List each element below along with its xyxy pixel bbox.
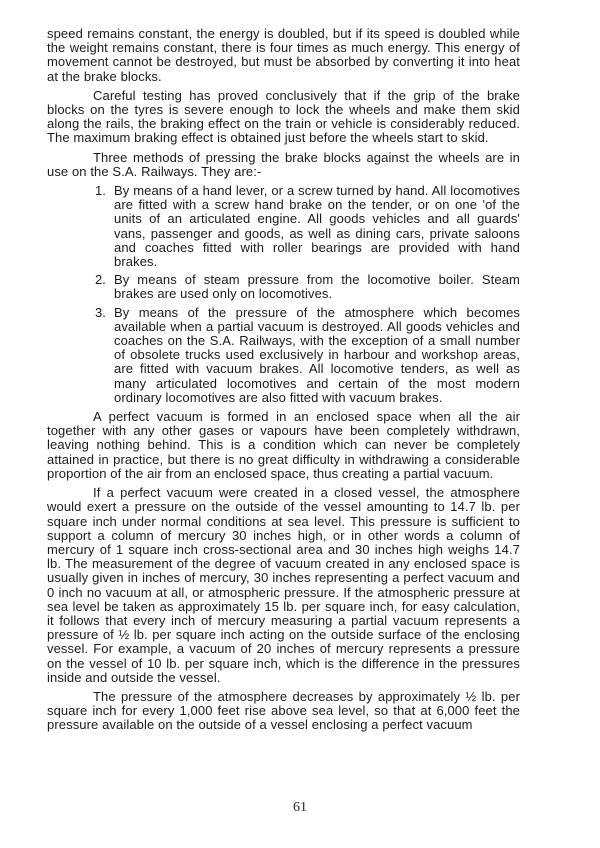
list-item-number: 1. (95, 183, 106, 199)
list-item (95, 306, 520, 405)
paragraph: If a perfect vacuum were created in a closed vessel, the atmosphere would exert a pressure on the outside of the vessel amounting to 14.7 lb. per square inch under normal conditions at sea level. This pressure is sufficient to support a column of mercury 30 inches high, or in other words a column of mercury of 1 square inch cross-sectional area and 30 inches high weighs 14.7 lb. The measurement of the degree of vacuum created in any enclosed space is usually given in inches of mercury, 30 inches representing a perfect vacuum and 0 inch no vacuum at all, or atmospheric pressure. If the atmospheric pressure at sea level be taken as approximately 15 lb. per square inch, for easy calculation, it follows that every inch of mercury measuring a partial vacuum represents a pressure of ½ lb. per square inch acting on the outside surface of the enclosing vessel. For example, a vacuum of 20 inches of mercury represents a pressure on the vessel of 10 lb. per square inch, which is the difference in the pressures inside and outside the vessel. (47, 485, 520, 685)
page-number: 61 (293, 800, 307, 815)
paragraph: Careful testing has proved conclusively that if the grip of the brake blocks on the tyres is severe enough to lock the wheels and make them skid along the rails, the braking effect on the train or vehicle is considerably reduced. The maximum braking effect is obtained just before the wheels start to skid. (47, 87, 520, 146)
list-item (95, 184, 520, 269)
list-item-number: 3. (95, 304, 106, 320)
list-item-number: 2. (95, 272, 106, 288)
list-item-text: By means of the pressure of the atmosphere which becomes available when a partial vacuum is destroyed. All goods vehicles and coaches on the S.A. Railways, with the exception of a small number of obsolete trucks used exclusively in harbour and workshop areas, are fitted with vacuum brakes. All locomotive tenders, as well as many articulated locomotives and certain of the most modern ordinary locomotives are also fitted with vacuum brakes. (114, 304, 520, 405)
list-item-text: By means of steam pressure from the locomotive boiler. Steam brakes are used only on locomotives. (114, 272, 520, 302)
list-item (95, 273, 520, 301)
paragraph: Three methods of pressing the brake blocks against the wheels are in use on the S.A. Railways. They are:- (47, 149, 520, 179)
paragraph-continuation: speed remains constant, the energy is doubled, but if its speed is doubled while the weight remains constant, there is four times as much energy. This energy of movement cannot be destroyed, but must be absorbed by converting it into heat at the brake blocks. (47, 26, 520, 84)
text-column (47, 27, 520, 738)
paragraph: The pressure of the atmosphere decreases by approximately ½ lb. per square inch for every 1,000 feet rise above sea level, so that at 6,000 feet the pressure available on the outside of a vessel enclosing a perfect vacuum (47, 688, 520, 733)
paragraph: A perfect vacuum is formed in an enclosed space when all the air together with any other gases or vapours have been completely withdrawn, leaving nothing behind. This is a condition which can never be completely attained in practice, but there is no great difficulty in withdrawing a considerable proportion of the air from an enclosed space, thus creating a partial vacuum. (47, 409, 520, 481)
list-item-text: By means of a hand lever, or a screw turned by hand. All locomotives are fitted with a screw hand brake on the tender, or on one 'of the units of an articulated engine. All goods vehicles and all guards' vans, passenger and goods, as well as dining cars, private saloons and coaches fitted with roller bearings are provided with hand brakes. (114, 183, 520, 270)
numbered-list (95, 184, 520, 405)
